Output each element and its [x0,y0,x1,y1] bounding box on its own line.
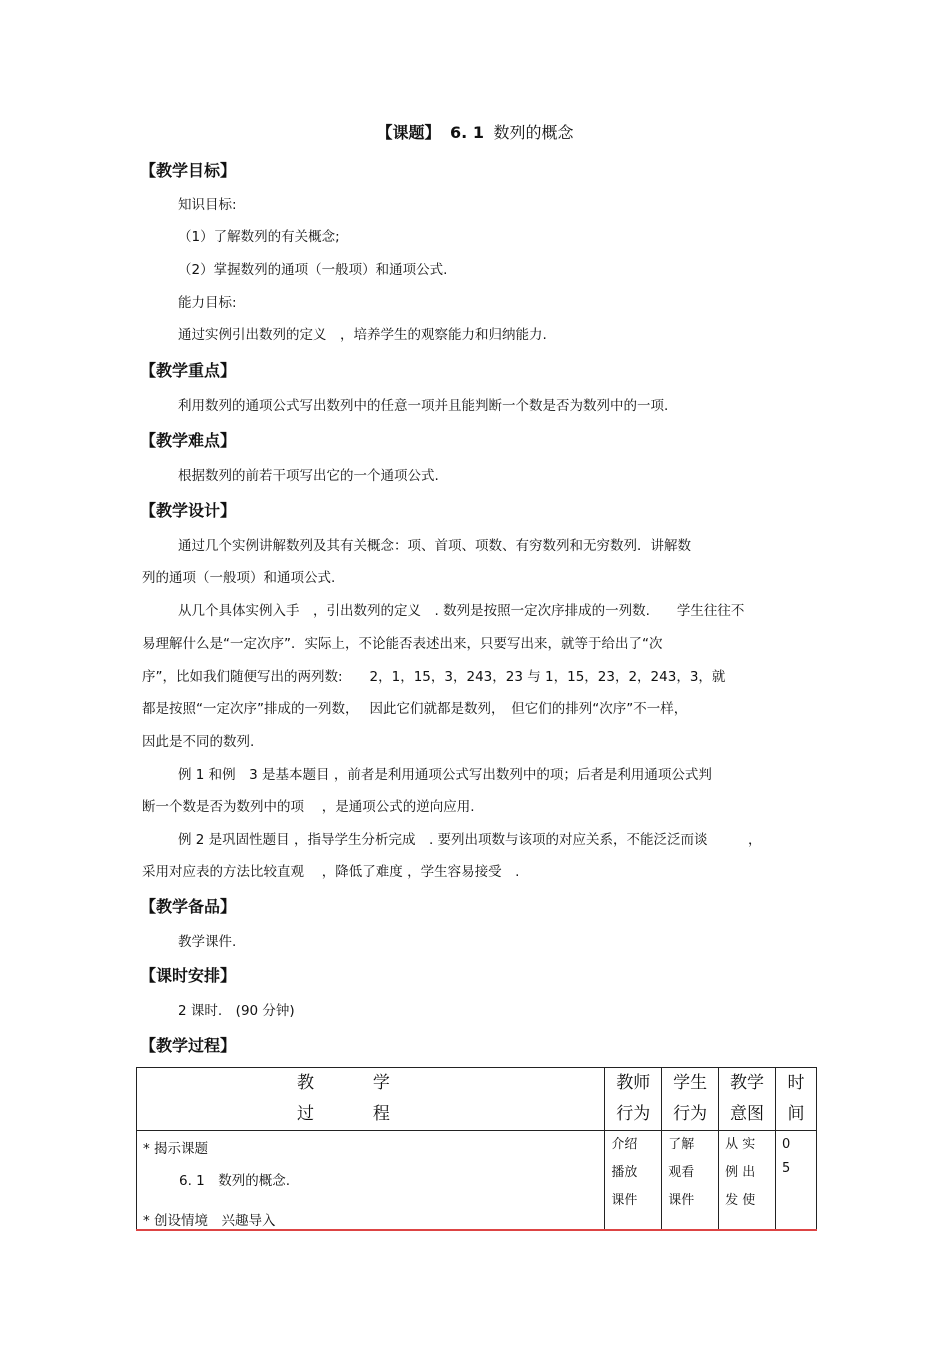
header-process-char: 过 [297,1104,314,1124]
design-line: 都是按照“一定次序”排成的一列数， 因此它们就都是数列， 但它们的排列“次序”不一样， [142,701,688,717]
section-difficulty: 【教学难点】 [140,431,237,450]
header-student-action [662,1068,719,1131]
header-text: 间 [787,1104,805,1124]
schedule-text: 2 课时. (90 分钟) [178,1003,295,1019]
goal-knowledge-1: （1）了解数列的有关概念; [178,229,340,245]
header-process-char: 教 [297,1073,314,1093]
difficulty-text: 根据数列的前若干项写出它的一个通项公式. [178,468,439,484]
section-goals: 【教学目标】 [140,161,237,180]
page-title [0,120,950,143]
cell-text: 发 使 [725,1193,756,1208]
process-table [136,1067,817,1231]
design-line: 断一个数是否为数列中的项 ，是通项公式的逆向应用. [142,799,475,815]
goal-knowledge-2: （2）掌握数列的通项（一般项）和通项公式. [178,262,448,278]
header-text: 行为 [616,1104,651,1124]
table-row [137,1131,817,1231]
teacher-action-cell [605,1131,662,1231]
title-bracket: 【课题】 [376,123,441,142]
cell-text: 0 [782,1137,791,1152]
header-text: 时 [787,1073,805,1093]
header-process [137,1068,605,1131]
header-text: 学生 [673,1073,708,1093]
table-header-row [137,1068,817,1131]
materials-text: 教学课件. [178,934,237,950]
design-line: 例 1 和例 3 是基本题目 ，前者是利用通项公式写出数列中的项；后者是利用通项公式判 [178,767,712,783]
teaching-intent-cell [719,1131,776,1231]
design-line: 序”，比如我们随便写出的两列数: 2，1，15，3，243，23 与 1，15，23，2，243，3，就 [142,669,726,685]
process-cell [137,1131,605,1231]
section-process: 【教学过程】 [140,1036,237,1055]
design-line: 通过几个实例讲解数列及其有关概念：项、首项、项数、有穷数列和无穷数列．讲解数 [178,538,691,554]
goal-knowledge-label: 知识目标: [178,197,237,213]
cell-text: 播放 [611,1165,638,1180]
title-text: 数列的概念 [493,123,574,142]
cell-text: 了解 [668,1137,695,1152]
section-key: 【教学重点】 [140,361,237,380]
section-schedule: 【课时安排】 [140,966,237,985]
section-design: 【教学设计】 [140,501,237,520]
student-action-cell [662,1131,719,1231]
process-item: 6. 1 数列的概念. [179,1173,291,1189]
time-cell [776,1131,817,1231]
header-text: 行为 [673,1104,708,1124]
cell-text: 例 出 [725,1165,756,1180]
goal-ability-label: 能力目标: [178,295,237,311]
cell-text: 5 [782,1161,791,1176]
cell-text: 课件 [668,1193,695,1208]
process-item: * 创设情境 兴趣导入 [143,1213,276,1229]
header-text: 教师 [616,1073,651,1093]
design-line: 从几个具体实例入手 ，引出数列的定义 . 数列是按照一定次序排成的一列数. 学生往往不 [178,603,745,619]
section-materials: 【教学备品】 [140,897,237,916]
cell-text: 课件 [611,1193,638,1208]
design-line: 列的通项（一般项）和通项公式. [142,570,336,586]
header-teacher-action [605,1068,662,1131]
header-teaching-intent [719,1068,776,1131]
cell-text: 介绍 [611,1137,638,1152]
header-process-char: 学 [372,1073,390,1093]
design-line: 易理解什么是“一定次序”．实际上，不论能否表述出来，只要写出来，就等于给出了“次 [142,636,663,652]
cell-text: 从 实 [725,1137,756,1152]
design-line: 因此是不同的数列. [142,734,255,750]
key-text: 利用数列的通项公式写出数列中的任意一项并且能判断一个数是否为数列中的一项. [178,398,669,414]
header-text: 教学 [730,1073,765,1093]
goal-ability-1: 通过实例引出数列的定义 ，培养学生的观察能力和归纳能力. [178,327,547,343]
title-number: 6. 1 [450,123,484,142]
header-text: 意图 [730,1104,765,1124]
cell-text: 观看 [668,1165,695,1180]
header-process-char: 程 [372,1104,390,1124]
design-line: 例 2 是巩固性题目 ，指导学生分析完成 . 要列出项数与该项的对应关系，不能泛泛而谈 ， [178,832,762,848]
process-item: * 揭示课题 [143,1141,209,1157]
design-line: 采用对应表的方法比较直观 ，降低了难度 ，学生容易接受 . [142,864,520,880]
header-time [776,1068,817,1131]
